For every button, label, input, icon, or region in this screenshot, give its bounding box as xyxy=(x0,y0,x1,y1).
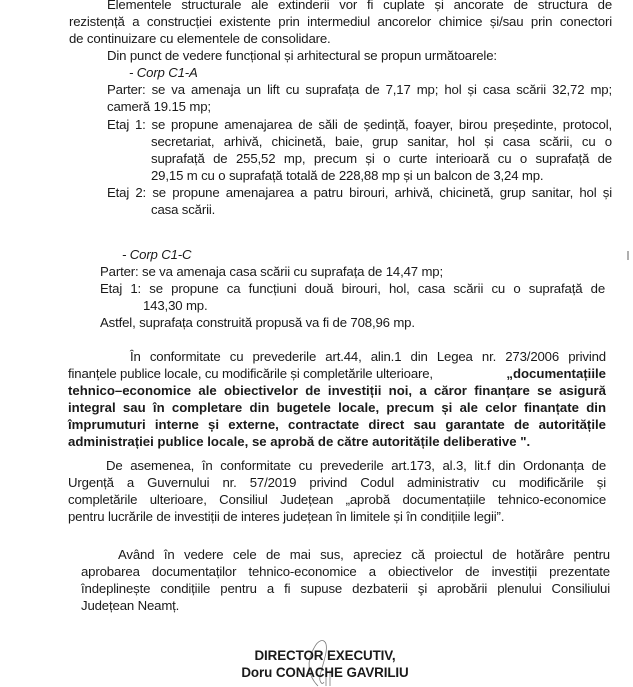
c1a-parter-line-2: cameră 19.15 mp; xyxy=(107,99,211,114)
legal1-line-2-text: finanțele publice locale, cu modificările și completările ulterioare, xyxy=(68,366,433,381)
c1a-parter-line-1: Parter: se va amenaja un lift cu suprafața de 7,17 mp; hol și casa scării 32,72 mp; xyxy=(107,82,612,97)
legal2-line-1: De asemenea, în conformitate cu prevederile art.173, al.3, lit.f din Ordonanța de xyxy=(106,458,606,473)
functional-intro: Din punct de vedere funcțional și arhitectural se propun următoarele: xyxy=(107,48,497,63)
legal1-bold-line-3: împrumuturi interne și externe, contractate direct sau garantate de autoritățile xyxy=(68,417,606,432)
c1c-etaj1-line-1: Etaj 1: se propune ca funcțiuni două birouri, hol, casa scării cu o suprafață de xyxy=(100,281,605,296)
intro-line-2: rezistență a construcției existente prin intermediul ancorelor chimice și/sau prin conectori xyxy=(69,14,612,29)
c1c-total: Astfel, suprafața construită propusă va fi de 708,96 mp. xyxy=(100,315,415,330)
signature-name: Doru CONACHE GAVRILIU xyxy=(241,665,409,680)
legal2-line-3: completările ulterioare, Consiliul Județean „aprobă documentațiile tehnico-economice xyxy=(68,492,606,507)
legal1-bold-line-4: administrației publice locale, se aprobă de către autoritățile deliberative ". xyxy=(68,434,531,449)
corp-c1a-heading: - Corp C1-A xyxy=(129,65,198,80)
conclusion-line-3: îndeplinește condițiile pentru a fi supuse dezbaterii şi aprobării plenului Consiliului xyxy=(81,581,610,596)
c1a-etaj1-line-2: secretariat, arhivă, chicinetă, baie, grup sanitar, hol și casa scării, cu o xyxy=(151,134,612,149)
legal2-line-4: pentru lucrările de investiții de interes județean în limitele și în condițiile legii”. xyxy=(68,509,505,524)
corp-c1c-heading: - Corp C1-C xyxy=(122,247,192,262)
legal1-bold-line-1: tehnico–economice ale obiectivelor de investiții noi, a căror finanțare se asigură xyxy=(68,383,606,398)
conclusion-line-2: aprobarea documentaților tehnico-economice a obiectivelor de investiții prezentate xyxy=(81,564,610,579)
c1a-etaj1-line-4: 29,15 m cu o suprafață totală de 228,88 mp și un balcon de 3,24 mp. xyxy=(151,168,544,183)
legal1-line-1: În conformitate cu prevederile art.44, alin.1 din Legea nr. 273/2006 privind xyxy=(130,349,606,364)
c1a-etaj1-line-3: suprafață de 255,52 mp, precum și o curte interioară cu o suprafață de xyxy=(151,151,612,166)
conclusion-line-4: Județean Neamț. xyxy=(81,598,180,613)
c1a-etaj1-line-1: Etaj 1: se propune amenajarea de săli de ședință, foayer, birou președinte, protocol, xyxy=(107,117,612,132)
legal2-line-2: Urgență a Guvernului nr. 57/2019 privind Codul administrativ cu modificările și xyxy=(68,475,606,490)
intro-line-1: Elementele structurale ale extinderii vor fi cuplate și ancorate de structura de xyxy=(107,0,612,12)
conclusion-line-1: Având în vedere cele de mai sus, apreciez că proiectul de hotărâre pentru xyxy=(118,547,610,562)
legal1-bold-line-2: integral sau în completare din bugetele locale, precum și ale celor finanțate din xyxy=(68,400,606,415)
intro-line-3: de continuizare cu elementele de consolidare. xyxy=(69,31,331,46)
scan-edge-mark xyxy=(627,251,629,260)
legal1-bold-start: „documentațiile xyxy=(506,366,606,381)
c1c-etaj1-line-2: 143,30 mp. xyxy=(143,298,208,313)
signature-title: DIRECTOR EXECUTIV, xyxy=(254,648,396,663)
c1c-parter: Parter: se va amenaja casa scării cu suprafața de 14,47 mp; xyxy=(100,264,444,279)
legal1-line-2 xyxy=(68,366,606,382)
c1a-etaj2-line-1: Etaj 2: se propune amenajarea a patru birouri, arhivă, chicinetă, grup sanitar, hol și xyxy=(107,185,612,200)
c1a-etaj2-line-2: casa scării. xyxy=(151,202,216,217)
